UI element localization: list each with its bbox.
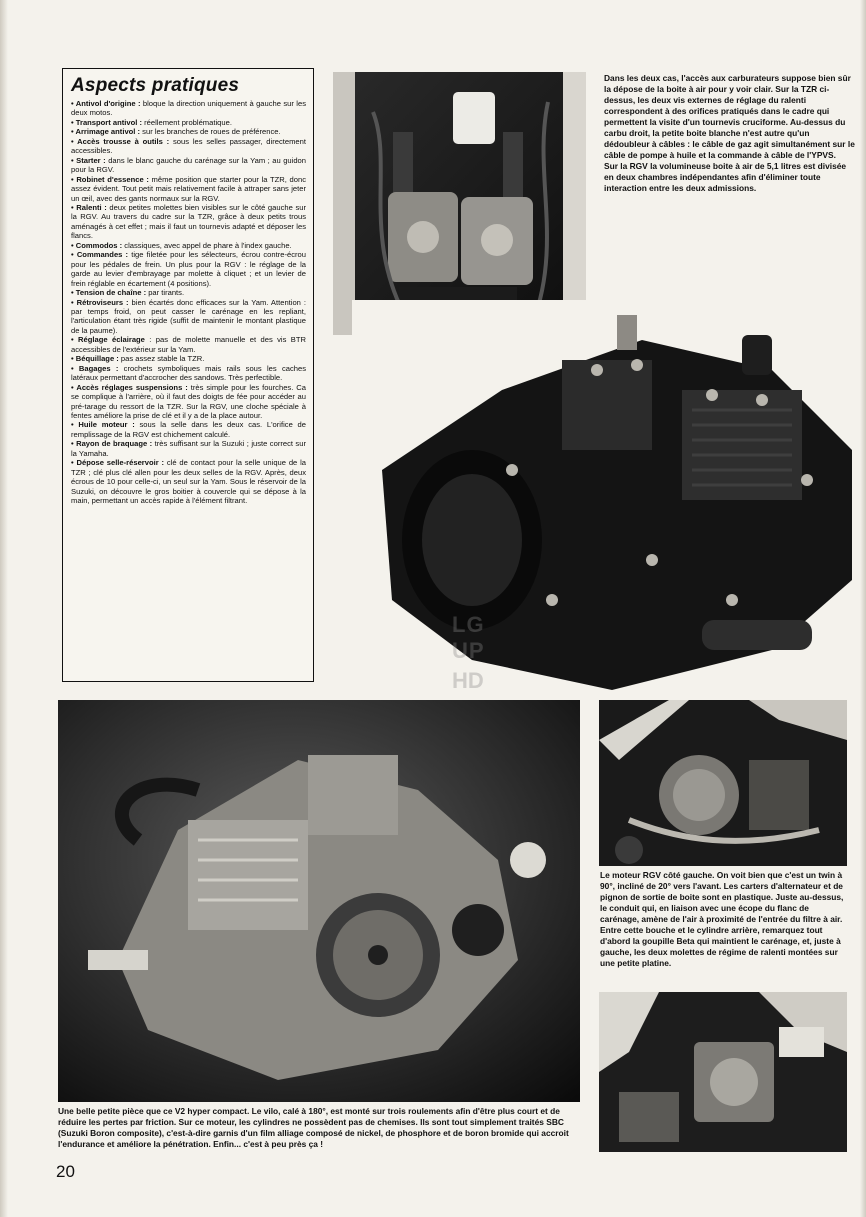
item-label: • Béquillage : <box>71 354 119 364</box>
caption-bottom: Une belle petite pièce que ce V2 hyper compact. Le vilo, calé à 180°, est monté sur trois roulements afin d'être plus court et de réduire les pertes par friction. Sur ce moteur, les cylindres ne possèdent pas de chemises. Ils sont tout simplement traités SBC (Suzuki Boron composite), c'est-à-dire garnis d'un film alliage composé de nickel, de phosphore et de boron bromide qui accroit l'endurance et améliore la pénétration. Enfin... c'est à peu près ça ! <box>58 1106 569 1149</box>
caption-top-right-text: Dans les deux cas, l'accès aux carburateurs suppose bien sûr la dépose de la boite à air pour y voir clair. Sur la TZR ci-dessus, les deux vis externes de réglage du ralenti correspondent à des orifices pratiqués dans le cadre qui permettent la visite d'un tournevis cruciforme. Au-dessus du carbu droit, la petite boite blanche n'est autre qu'un dédoubleur à câbles : le câble de gaz agit simultanément sur le câble de pompe à huile et la commande à câble de l'YPVS. <box>604 73 855 160</box>
item-label: • Ralenti : <box>71 202 107 212</box>
rgv-left-side-photo <box>599 700 847 866</box>
item-label: • Accès réglages suspensions : <box>71 382 188 392</box>
item-label: • Tension de chaîne : <box>71 288 147 298</box>
item-label: • Rayon de braquage : <box>71 439 153 449</box>
watermark-hd: HD <box>452 668 484 693</box>
engine-photo-large <box>352 300 860 700</box>
item-label: • Antivol d'origine : <box>71 99 141 108</box>
sidebar-title: Aspects pratiques <box>71 75 240 96</box>
item-label: • Accès trousse à outils : <box>71 136 170 146</box>
item-text: deux petites molettes bien visibles sur le côté gauche sur la RGV. Au travers du cadre sur la TZR, grâce à deux petits trous aménagés à cet effet ; mais il faut un tournevis adapté et déposer les flancs. <box>71 202 306 241</box>
rgv-filter-photo <box>599 992 847 1152</box>
sidebar-item <box>71 298 306 336</box>
item-label: • Robinet d'essence : <box>71 174 149 184</box>
item-label: • Transport antivol : <box>71 117 143 127</box>
item-label: • Arrimage antivol : <box>71 127 141 137</box>
item-text: même position que starter pour la TZR, donc assez évident. Tout petit mais relativement facile à attraper sans jeter un œil, avec des gants normaux sur la RGV. <box>71 174 307 203</box>
item-label: • Réglage éclairage <box>71 335 145 345</box>
item-text: : pas de molette manuelle et des vis BTR accessibles de l'extérieur sur la Yam. <box>71 335 306 354</box>
item-text: par tirants. <box>146 288 185 298</box>
item-text: sous les selles passager, directement accessibles. <box>71 136 306 156</box>
page-number: 20 <box>56 1162 75 1181</box>
item-label: • Dépose selle-réservoir : <box>71 458 165 468</box>
sidebar-body <box>71 99 306 505</box>
sidebar-item <box>71 99 306 118</box>
sidebar-item <box>71 364 306 383</box>
sidebar-item <box>71 288 306 297</box>
item-text: réellement problématique. <box>142 117 232 127</box>
carburetor-photo <box>333 72 586 335</box>
aspects-pratiques-box <box>62 68 314 682</box>
item-text: clé de contact pour la selle unique de la TZR ; clé plus clé allen pour les deux selles de la RGV. Après, deux écrous de 10 pour celle-ci, un seul sur la Yam. Sous le réservoir de la Suzuki, on découvre le gros boitier à couvercle qui se dépose à la main, permettant un accès rapide à l'élément filtrant. <box>71 458 307 506</box>
item-label: • Starter : <box>71 155 106 165</box>
item-text: sur les branches de roues de préférence. <box>140 127 281 137</box>
item-label: • Bagages : <box>71 363 119 373</box>
sidebar-item <box>71 420 306 439</box>
item-text: très simple pour les fourches. Ca se complique à l'arrière, où il faut des doigts de fée pour accéder au pré-tarage du ressort de la TZR. Sur la RGV, une cloche spéciale à fentes améliore la prise de clé et il y a de la place autour. <box>71 382 306 420</box>
sidebar-item <box>71 127 306 136</box>
sidebar-item <box>71 203 306 241</box>
sidebar-item <box>71 175 306 203</box>
sidebar-item <box>71 241 306 250</box>
item-text: classiques, avec appel de phare à l'index gauche. <box>122 240 292 250</box>
sidebar-item <box>71 156 306 175</box>
item-text: dans le blanc gauche du carénage sur la Yam ; au guidon pour la RGV. <box>71 155 307 175</box>
item-text: bloque la direction uniquement à gauche sur les deux motos. <box>71 99 306 118</box>
item-text: bien écartés donc efficaces sur la Yam. Attention : par temps froid, on peut casser le carénage en les repliant, l'articulation étant très rigide (suffit de maintenir le montant plastique de la paume). <box>71 297 306 335</box>
sidebar-item <box>71 250 306 288</box>
sidebar-item <box>71 383 306 421</box>
item-text: crochets symboliques mais rails sous les caches latéraux permettant d'accrocher des sandows. Très perfectible. <box>71 363 306 383</box>
caption-top-right <box>604 73 856 194</box>
sidebar-item <box>71 118 306 127</box>
item-text: sous la selle dans les deux cas. L'orifice de remplissage de la RGV est chichement calculé. <box>71 420 307 439</box>
sidebar-item <box>71 354 306 363</box>
sidebar-item <box>71 137 306 156</box>
page-right-edge <box>860 0 866 1217</box>
page-left-edge <box>0 0 8 1217</box>
watermark-logo: LG UP <box>452 612 485 663</box>
caption-right: Le moteur RGV côté gauche. On voit bien que c'est un twin à 90°, incliné de 20° vers l'avant. Les carters d'alternateur et de pignon de sortie de boite sont en plastique. Juste au-dessus, le conduit qui, en liaison avec une écope du flanc de carénage, amène de l'air à proximité de l'entrée du filtre à air. Entre cette bouche et le cylindre arrière, remarquez tout d'abord la goupille Beta qui maintient le carénage, et, juste à gauche, les deux molettes de régime de ralenti montées sur une petite platine. <box>600 870 844 968</box>
item-text: pas assez stable la TZR. <box>118 354 205 364</box>
sidebar-item <box>71 439 306 458</box>
item-label: • Rétroviseurs : <box>71 297 129 307</box>
item-text: tige filetée pour les sélecteurs, écrou contre-écrou pour les pédales de frein. Un plus pour la RGV : le réglage de la garde au levier d'embrayage par molette à cliquet ; et un levier de frein réglable en écartement (4 positions). <box>71 250 306 288</box>
caption-top-right-text-2: Sur la RGV la volumineuse boite à air de 5,1 litres est divisée en deux chambres indépendantes afin d'éliminer toute interaction entre les deux admissions. <box>604 161 847 193</box>
engine-photo-studio <box>58 700 580 1102</box>
sidebar-item <box>71 335 306 354</box>
sidebar-item <box>71 458 306 505</box>
item-label: • Commodos : <box>71 240 123 250</box>
item-label: • Commandes : <box>71 250 129 260</box>
item-label: • Huile moteur : <box>71 420 135 430</box>
watermark <box>452 612 524 698</box>
item-text: très suffisant sur la Suzuki ; juste correct sur la Yamaha. <box>71 439 306 458</box>
